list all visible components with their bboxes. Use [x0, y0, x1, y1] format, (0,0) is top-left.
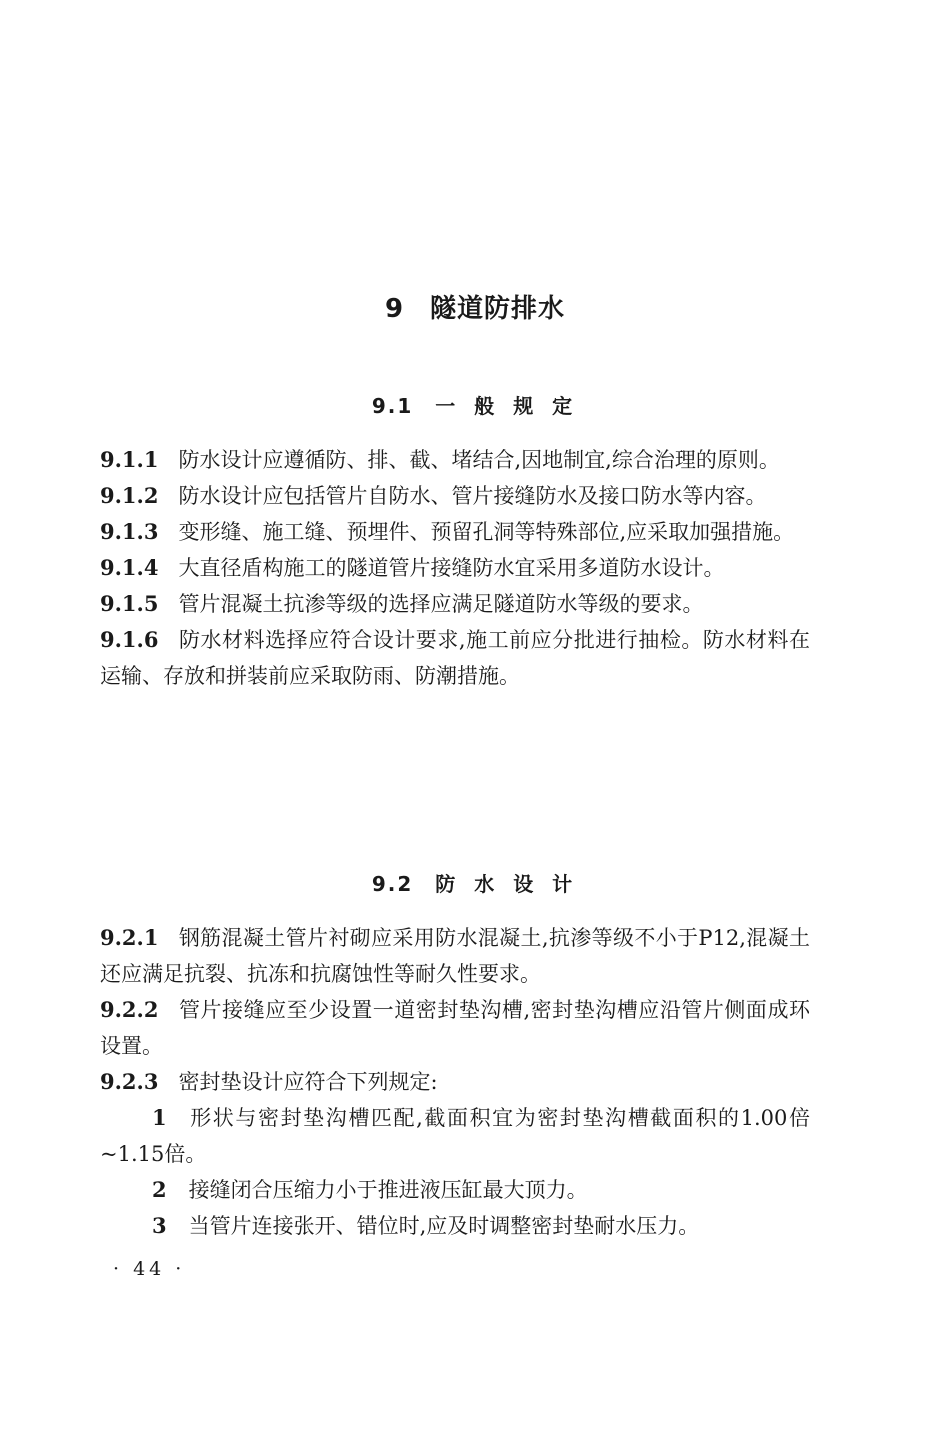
clause-number: 9.1.1: [100, 447, 159, 472]
clause-text: 大直径盾构施工的隧道管片接缝防水宜采用多道防水设计。: [178, 556, 725, 580]
clause-text: 密封垫设计应符合下列规定:: [178, 1070, 438, 1094]
item-text: 形状与密封垫沟槽匹配,截面积宜为密封垫沟槽截面积的1.00倍~1.15倍。: [100, 1106, 810, 1166]
item-number: 1: [152, 1105, 167, 1130]
page-number: · 44 ·: [113, 1258, 186, 1280]
item-number: 2: [152, 1177, 167, 1202]
item-text: 接缝闭合压缩力小于推进液压缸最大顶力。: [188, 1178, 588, 1202]
clause-number: 9.1.4: [100, 555, 159, 580]
clause-number: 9.2.2: [100, 997, 159, 1022]
clause-text: 钢筋混凝土管片衬砌应采用防水混凝土,抗渗等级不小于P12,混凝土还应满足抗裂、抗冻和抗腐蚀性等耐久性要求。: [100, 926, 810, 986]
clause-number: 9.1.2: [100, 483, 159, 508]
clause-9-1-1: [100, 442, 810, 478]
chapter-title: [0, 288, 950, 325]
clause-number: 9.1.6: [100, 627, 159, 652]
item-text: 当管片连接张开、错位时,应及时调整密封垫耐水压力。: [188, 1214, 700, 1238]
clause-9-1-3: [100, 514, 810, 550]
clause-text: 变形缝、施工缝、预埋件、预留孔洞等特殊部位,应采取加强措施。: [178, 520, 795, 544]
section-number: 9.2: [371, 872, 414, 896]
list-item-1: [100, 1100, 810, 1172]
section-title-9-2: [0, 868, 950, 897]
clause-9-1-4: [100, 550, 810, 586]
clause-text: 管片混凝土抗渗等级的选择应满足隧道防水等级的要求。: [178, 592, 704, 616]
clause-text: 管片接缝应至少设置一道密封垫沟槽,密封垫沟槽应沿管片侧面成环设置。: [100, 998, 810, 1058]
clause-9-2-1: [100, 920, 810, 992]
section-9-2-body: [100, 920, 810, 1244]
clause-9-1-6: [100, 622, 810, 694]
chapter-number: 9: [384, 294, 405, 324]
section-title-text: 防 水 设 计: [435, 872, 579, 896]
clause-9-1-2: [100, 478, 810, 514]
list-item-2: [100, 1172, 810, 1208]
section-9-1-body: [100, 442, 810, 694]
clause-9-2-2: [100, 992, 810, 1064]
clause-9-1-5: [100, 586, 810, 622]
item-number: 3: [152, 1213, 167, 1238]
section-number: 9.1: [371, 394, 414, 418]
clause-text: 防水设计应遵循防、排、截、堵结合,因地制宜,综合治理的原则。: [178, 448, 780, 472]
clause-text: 防水材料选择应符合设计要求,施工前应分批进行抽检。防水材料在运输、存放和拼装前应采取防雨、防潮措施。: [100, 628, 810, 688]
chapter-title-text: 隧道防排水: [430, 294, 566, 324]
section-title-text: 一 般 规 定: [435, 394, 579, 418]
clause-number: 9.1.5: [100, 591, 159, 616]
clause-number: 9.1.3: [100, 519, 159, 544]
clause-number: 9.2.3: [100, 1069, 159, 1094]
clause-9-2-3: [100, 1064, 810, 1100]
list-item-3: [100, 1208, 810, 1244]
clause-number: 9.2.1: [100, 925, 159, 950]
clause-text: 防水设计应包括管片自防水、管片接缝防水及接口防水等内容。: [178, 484, 767, 508]
section-title-9-1: [0, 390, 950, 419]
